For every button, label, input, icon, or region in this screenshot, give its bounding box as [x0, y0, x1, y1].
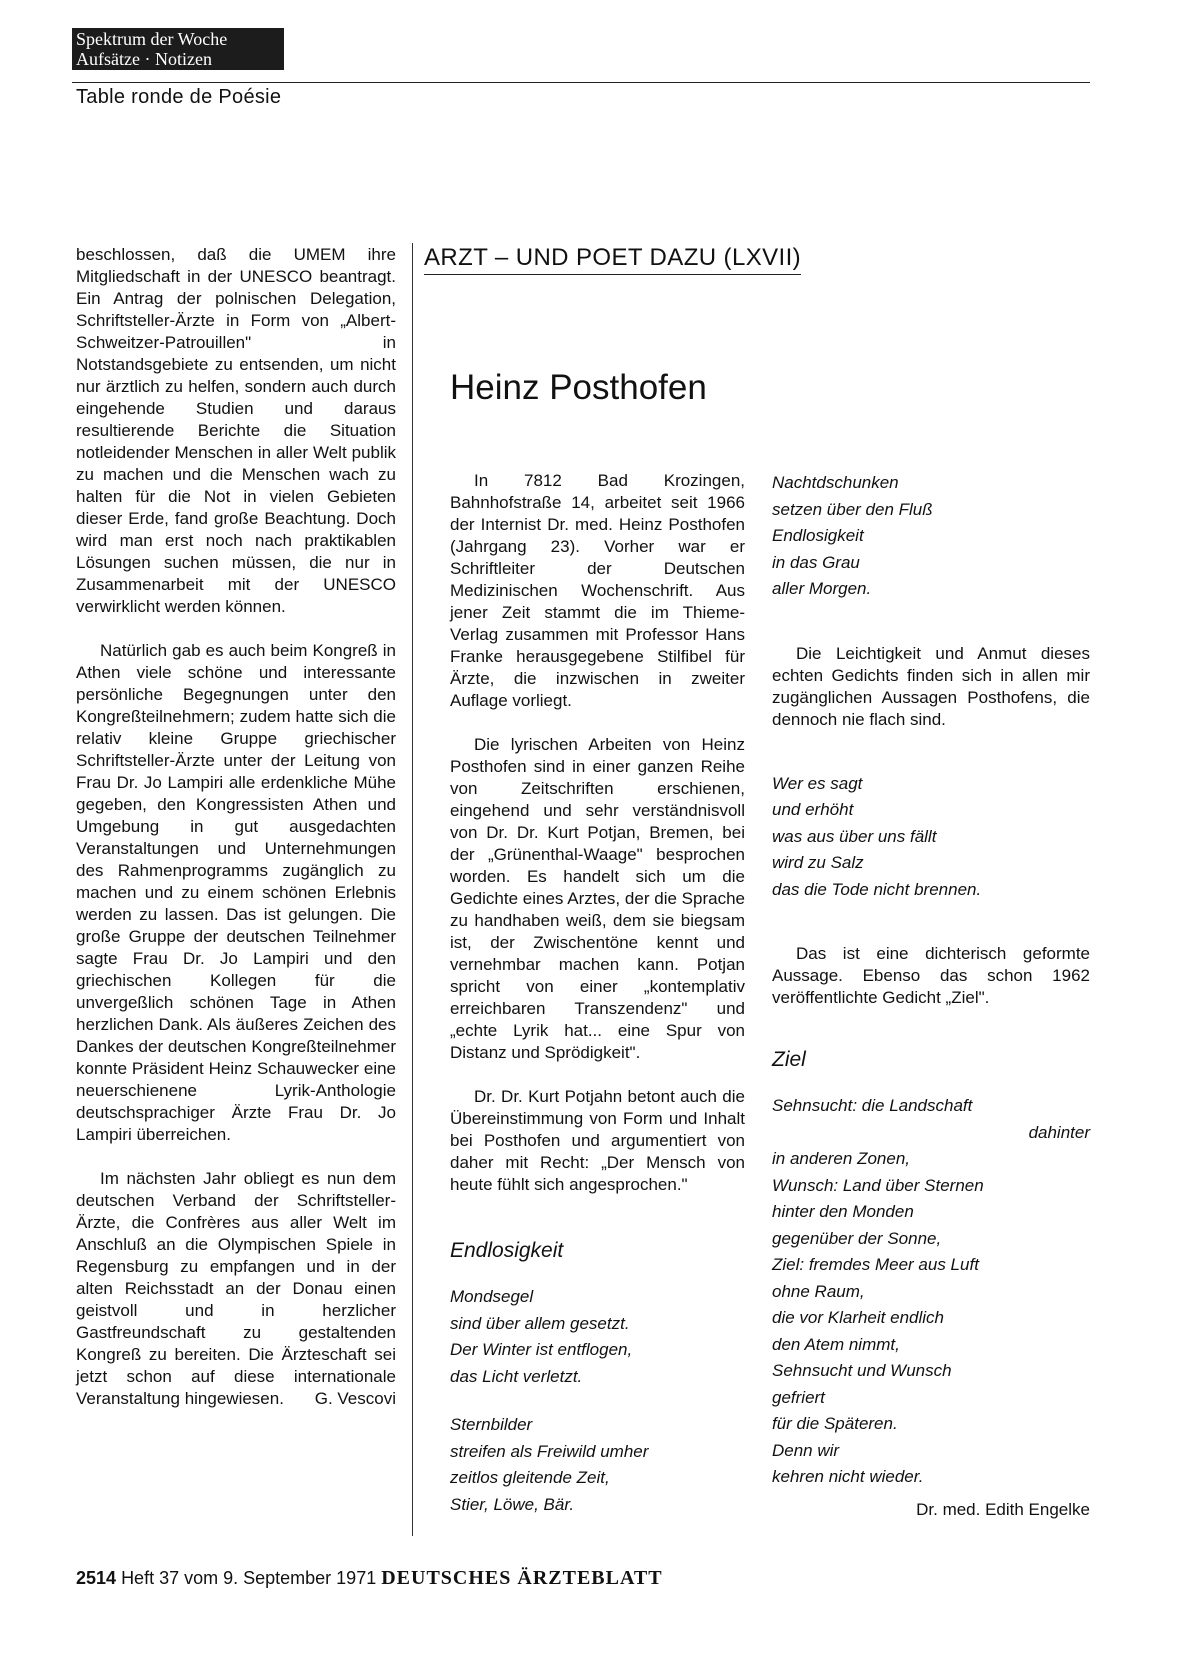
verse-line: Stier, Löwe, Bär.: [450, 1494, 575, 1514]
author-signature: G. Vescovi: [314, 1389, 396, 1408]
verse-line: das Licht verletzt.: [450, 1366, 583, 1386]
verse-line: in das Grau: [772, 552, 860, 572]
verse-line: Ziel: fremdes Meer aus Luft: [772, 1255, 979, 1274]
verse-line: und erhöht: [772, 800, 854, 819]
section-label: Table ronde de Poésie: [76, 86, 282, 108]
paragraph: Dr. Dr. Kurt Potjahn betont auch die Übereinstimmung von Form und Inhalt bei Posthofen und argumentiert von daher mit Recht: „Der Mensch von heute fühlt sich angesprochen.": [450, 1087, 745, 1194]
poem-title: Ziel: [772, 1048, 806, 1071]
poem-stanza: [772, 470, 1090, 603]
column-divider: [412, 243, 413, 1536]
verse-line: dahinter: [1028, 1122, 1090, 1142]
verse-line: Nachtdschunken: [772, 473, 899, 492]
article-kicker: ARZT – UND POET DAZU (LXVII): [424, 244, 801, 275]
verse-line: wird zu Salz: [772, 853, 864, 872]
verse-line: aller Morgen.: [772, 579, 872, 598]
verse-line: Denn wir: [772, 1440, 840, 1460]
verse-line: ohne Raum,: [772, 1281, 865, 1301]
verse-line: für die Späteren.: [772, 1414, 898, 1433]
author-signature: Dr. med. Edith Engelke: [916, 1499, 1090, 1519]
poem-stanza: [772, 771, 1090, 904]
column-right: [772, 470, 1090, 1521]
verse-line: gefriert: [772, 1387, 825, 1407]
verse-line: Der Winter ist entflogen,: [450, 1340, 633, 1359]
verse-line: in anderen Zonen,: [772, 1149, 910, 1168]
verse-line: Wer es sagt: [772, 773, 863, 793]
page-number: 2514: [76, 1568, 117, 1588]
paragraph: Die lyrischen Arbeiten von Heinz Posthofen sind in einer ganzen Reihe von Zeitschriften erschienen, eingehend und sehr verständnisvoll von Dr. Dr. Kurt Potjan, Bremen, bei der „Grünenthal-Waage" besprochen worden. Es handelt sich um die Gedichte eines Arztes, der die Sprache zu handhaben weiß, dem sie biegsam ist, der Zwischentöne kennt und vernehmbar machen kann. Potjan spricht von einer „kontemplativ erreichbaren Transzendenz" und „echte Lyrik hat... eine Spur von Distanz und Sprödigkeit".: [450, 735, 745, 1062]
verse-line: zeitlos gleitende Zeit,: [450, 1468, 610, 1487]
article-headline: Heinz Posthofen: [450, 368, 707, 407]
paragraph: beschlossen, daß die UMEM ihre Mitgliedschaft in der UNESCO beantragt. Ein Antrag der polnischen Delegation, Schriftsteller-Ärzte in Form von „Albert-Schweitzer-Patrouillen" in Notstandsgebiete zu entsenden, um nicht nur ärztlich zu helfen, sondern auch durch eingehende Studien und daraus resultierende Berichte die Situation notleidender Menschen in aller Welt publik zu machen und die Menschen wach zu halten für die Not in vielen Gebieten dieser Erde, fand große Beachtung. Doch wird man erst noch nach praktikablen Lösungen suchen müssen, die nur in Zusammenarbeit mit der UNESCO verwirklicht werden können.: [76, 245, 396, 616]
badge-line-1: Spektrum der Woche: [76, 29, 228, 49]
paragraph: Natürlich gab es auch beim Kongreß in Athen viele schöne und interessante persönliche Begegnungen unter den Kongreßteilnehmern; zudem hatte sich die relativ kleine Gruppe griechischer Schriftsteller-Ärzte unter der Leitung von Frau Dr. Jo Lampiri alle erdenkliche Mühe gegeben, den Kongressisten Athen und Umgebung in gut ausgedachten Veranstaltungen und Unternehmungen des Rahmenprogramms zugänglich zu machen und zu einem schönen Erlebnis werden zu lassen. Das ist gelungen. Die große Gruppe der deutschen Teilnehmer sagte Frau Dr. Jo Lampiri und den griechischen Kollegen für die unvergeßlich schönen Tage in Athen herzlichen Dank. Als äußeres Zeichen des Dankes der deutschen Kongreßteilnehmer konnte Präsident Heinz Schauwecker eine neuerschienene Lyrik-Anthologie deutschsprachiger Ärzte Frau Dr. Jo Lampiri überreichen.: [76, 641, 396, 1144]
section-badge: [72, 28, 284, 70]
poem-stanza: [450, 1412, 745, 1518]
verse-line: den Atem nimmt,: [772, 1334, 900, 1354]
verse-line: das die Tode nicht brennen.: [772, 879, 982, 899]
paragraph: Im nächsten Jahr obliegt es nun dem deutschen Verband der Schriftsteller-Ärzte, die Confrères aus aller Welt im Anschluß an die Olympischen Spiele in Regensburg zu empfangen und in der alten Reichsstadt an der Donau einen geistvoll und in herzlicher Gastfreundschaft zu gestaltenden Kongreß zu bereiten. Die Ärzteschaft sei jetzt schon auf diese internationale Veranstaltung hingewiesen.: [76, 1169, 396, 1408]
verse-line: setzen über den Fluß: [772, 499, 933, 519]
header-rule: [72, 82, 1090, 83]
verse-line: hinter den Monden: [772, 1202, 914, 1221]
verse-line: Sternbilder: [450, 1415, 533, 1434]
paragraph: Das ist eine dichterisch geformte Aussage. Ebenso das schon 1962 veröffentlichte Gedicht „Ziel".: [772, 944, 1090, 1007]
verse-line: Sehnsucht und Wunsch: [772, 1361, 952, 1380]
verse-line: Sehnsucht: die Landschaft: [772, 1096, 973, 1115]
verse-line: kehren nicht wieder.: [772, 1467, 924, 1486]
paragraph: In 7812 Bad Krozingen, Bahnhofstraße 14, arbeitet seit 1966 der Internist Dr. med. Heinz Posthofen (Jahrgang 23). Vorher war er Schriftleiter der Deutschen Medizinischen Wochenschrift. Aus jener Zeit stammt die im Thieme-Verlag zusammen mit Professor Hans Franke herausgegebene Stilfibel für Ärzte, die inzwischen in zweiter Auflage vorliegt.: [450, 471, 745, 710]
masthead: DEUTSCHES ÄRZTEBLATT: [381, 1567, 663, 1589]
issue-info: Heft 37 vom 9. September 1971: [121, 1568, 377, 1588]
verse-line: Endlosigkeit: [772, 526, 864, 545]
poem-stanza: [450, 1284, 745, 1390]
verse-line: streifen als Freiwild umher: [450, 1441, 649, 1461]
verse-line: Mondsegel: [450, 1287, 534, 1306]
column-left: [76, 244, 396, 1410]
verse-line: was aus über uns fällt: [772, 826, 937, 846]
column-middle: [450, 470, 745, 1518]
verse-line: die vor Klarheit endlich: [772, 1308, 944, 1327]
verse-line: gegenüber der Sonne,: [772, 1228, 942, 1248]
page-footer: [76, 1567, 663, 1590]
verse-line: Wunsch: Land über Sternen: [772, 1175, 984, 1195]
badge-line-2: Aufsätze · Notizen: [76, 49, 212, 69]
paragraph: Die Leichtigkeit und Anmut dieses echten Gedichts finden sich in allen mir zugänglichen Aussagen Posthofens, die dennoch nie flach sind.: [772, 643, 1090, 729]
poem-title: Endlosigkeit: [450, 1239, 564, 1262]
verse-line: sind über allem gesetzt.: [450, 1313, 630, 1333]
poem-stanza: [772, 1093, 1090, 1491]
